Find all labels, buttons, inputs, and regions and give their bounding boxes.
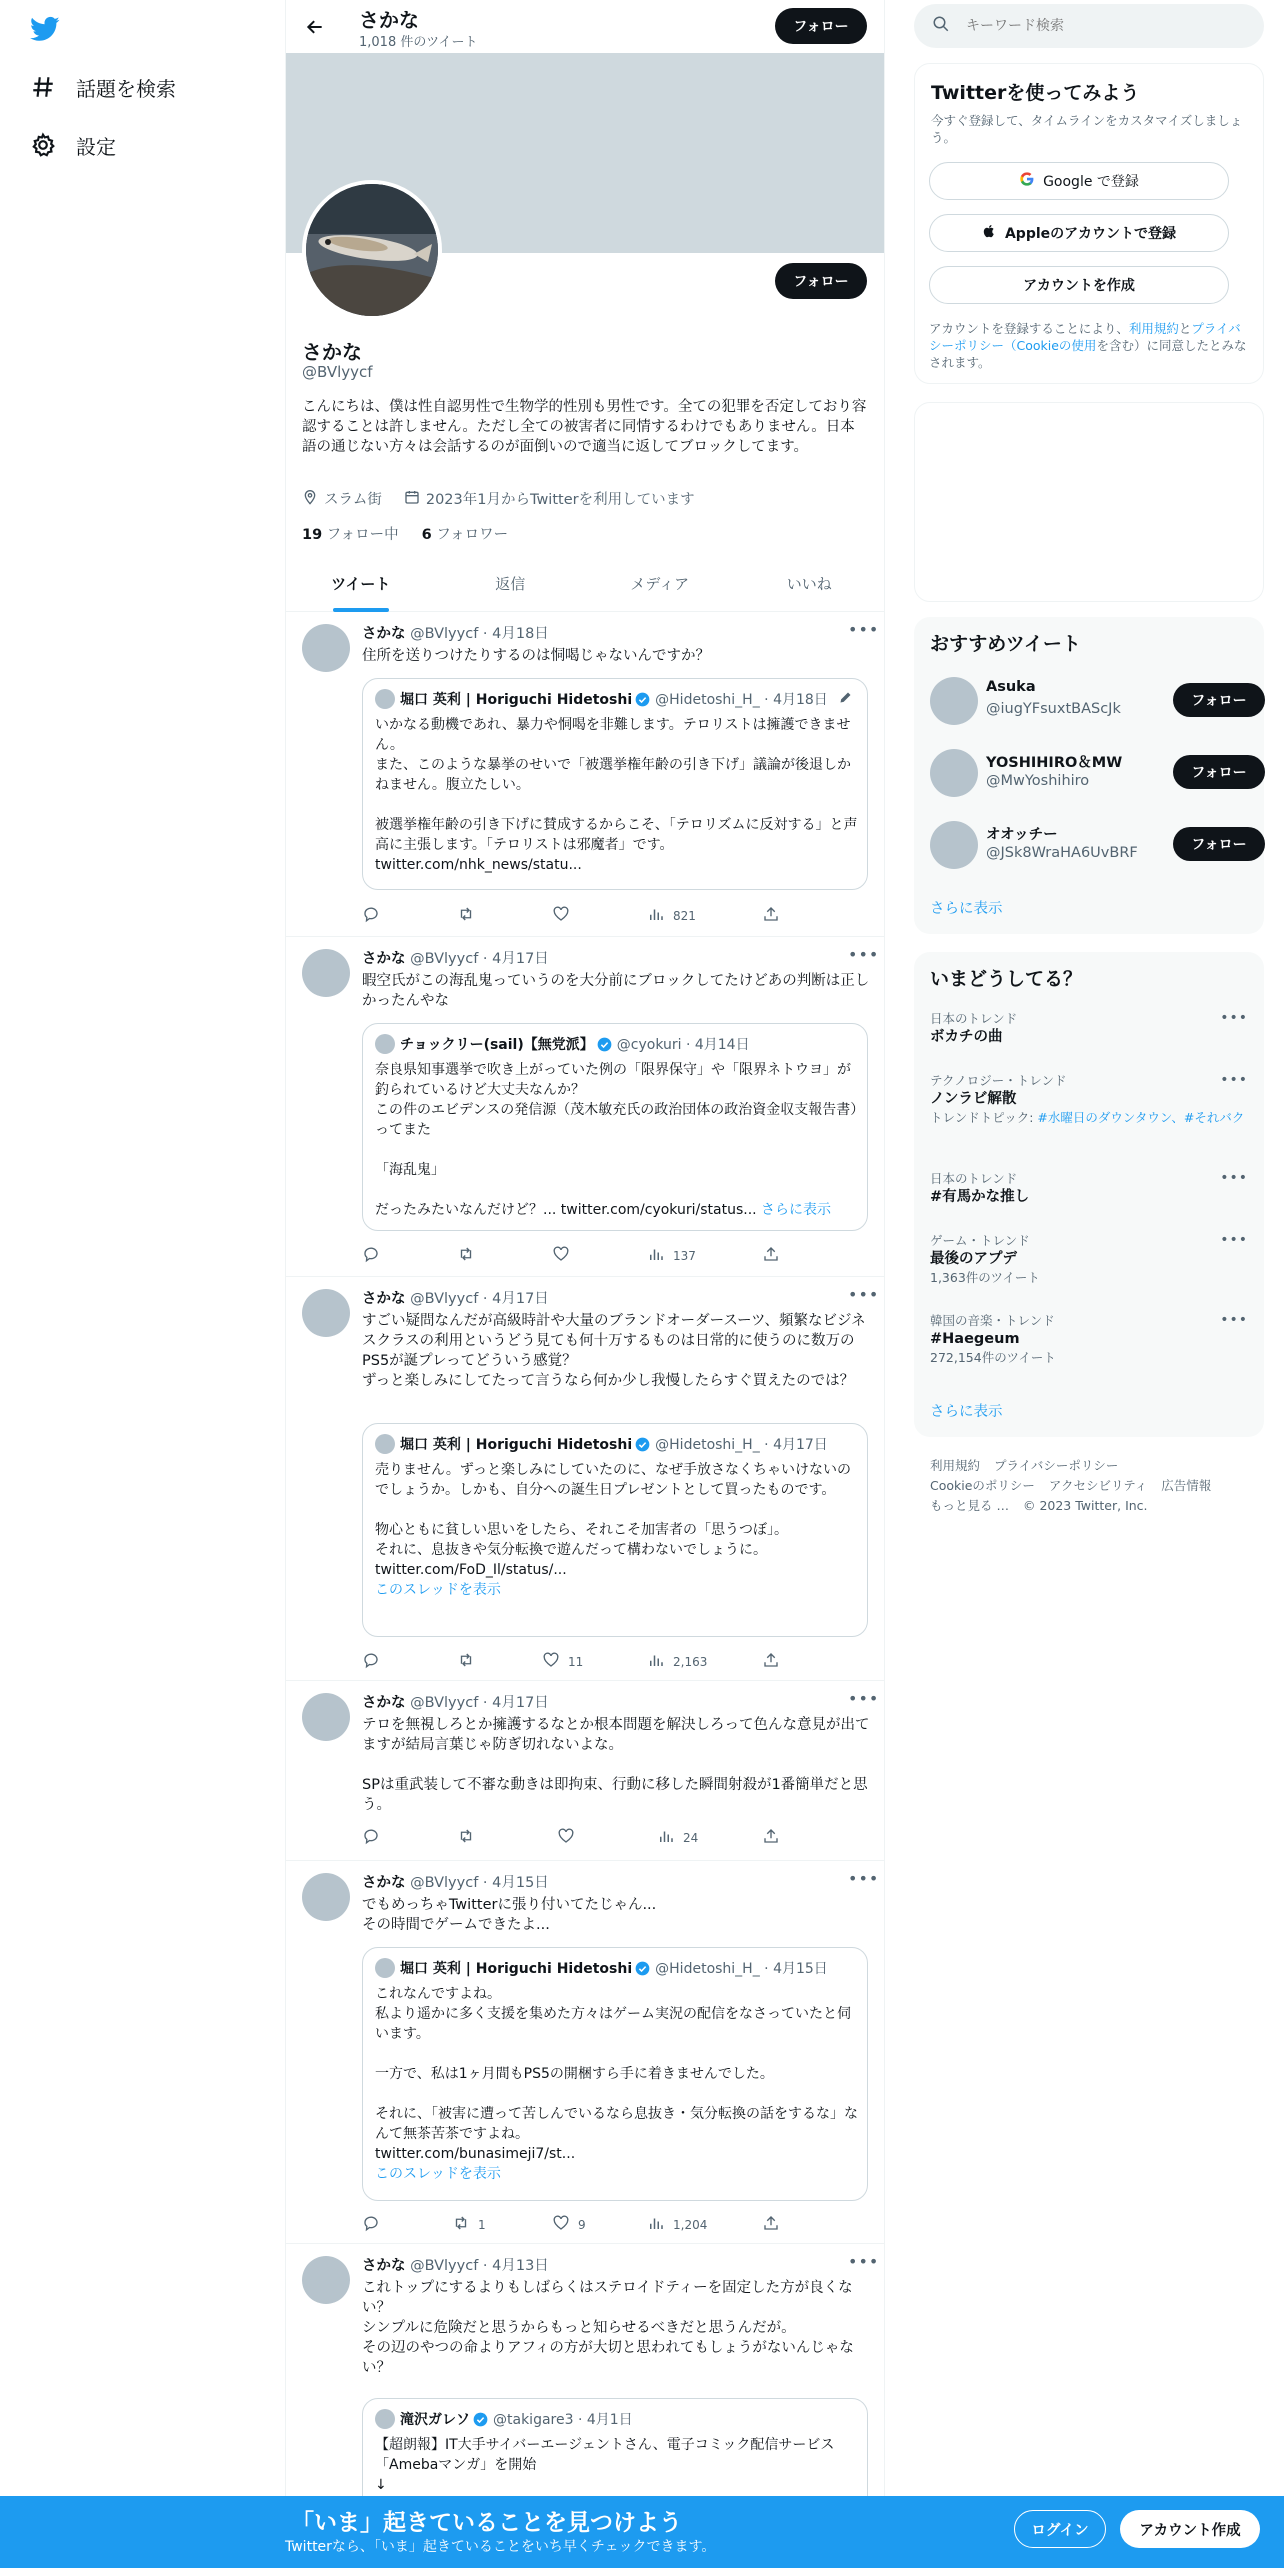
trend-name: ボカチの曲 xyxy=(930,1029,1003,1045)
tab-media[interactable]: メディア xyxy=(630,574,690,593)
share-icon xyxy=(762,905,780,926)
quoted-handle-date: @takigare3 · 4月1日 xyxy=(493,2412,633,2428)
twitter-logo-icon[interactable] xyxy=(28,14,62,44)
tweet-text: すごい疑問なんだが高級時計や大量のブランドオーダースーツ、頻繁なビジネスクラスの利用というどう見ても何十万するものは日常的に使うのに数万のPS5が誕プレってどういう感覚？ ずっと楽しみにしてたって言うなら何か少し我慢したらすぐ買えたのでは？ xyxy=(362,1313,866,1389)
followers-link[interactable] xyxy=(422,527,508,543)
tweet-handle-date[interactable]: @BVlyycf · 4月18日 xyxy=(410,626,549,642)
reply-button[interactable] xyxy=(362,905,388,926)
verified-badge-icon xyxy=(597,1037,612,1052)
verified-badge-icon xyxy=(635,692,650,707)
tweet-author-name[interactable]: さかな xyxy=(362,2258,406,2274)
quoted-tweet-text xyxy=(375,1060,859,1220)
reply-icon xyxy=(362,905,380,926)
trend-item[interactable] xyxy=(930,1312,1248,1366)
tweet-actions xyxy=(362,1245,802,1265)
google-signup-label: Google で登録 xyxy=(1043,174,1139,190)
like-count: 9 xyxy=(578,2217,586,2232)
heart-icon xyxy=(552,1245,570,1266)
tweet[interactable] xyxy=(286,937,884,1277)
privacy-policy-link[interactable]: プライバシーポリシー（Cookieの使用 xyxy=(929,321,1241,353)
signup-subtitle: 今すぐ登録して、タイムラインをカスタマイズしましょう。 xyxy=(931,113,1243,145)
quoted-tweet-text xyxy=(375,1460,859,1600)
reply-icon xyxy=(362,1245,380,1266)
reply-button[interactable] xyxy=(362,1245,388,1266)
views-button[interactable] xyxy=(647,2214,707,2235)
reply-button[interactable] xyxy=(362,2214,388,2235)
quoted-handle-date: @Hidetoshi_H_ · 4月18日 xyxy=(655,692,828,708)
tweet-header xyxy=(362,1871,549,1892)
reply-button[interactable] xyxy=(362,1651,388,1672)
terms-suffix: を含む）に同意したとみなされます。 xyxy=(929,338,1247,370)
quoted-avatar xyxy=(375,2409,395,2429)
tweet-avatar[interactable] xyxy=(302,1873,350,1921)
tweet-text: 住所を送りつけたりするのは恫喝じゃないんですか？ xyxy=(362,648,710,664)
tweet[interactable] xyxy=(286,1277,884,1681)
tweet-header xyxy=(362,2254,549,2275)
tweet[interactable] xyxy=(286,1681,884,1861)
share-icon xyxy=(762,1827,780,1848)
tweet-actions xyxy=(362,2214,802,2234)
more-options-icon[interactable]: ••• xyxy=(1220,1312,1248,1328)
search-input[interactable] xyxy=(964,17,1224,35)
quoted-tweet[interactable] xyxy=(362,1947,868,2201)
trend-item[interactable] xyxy=(930,1072,1248,1126)
tweet-avatar[interactable] xyxy=(302,2256,350,2304)
recommended-handle: @iugYFsuxtBAScJk xyxy=(986,701,1121,717)
show-more-link[interactable]: さらに表示 xyxy=(761,1202,832,1218)
retweet-icon xyxy=(457,1827,475,1848)
reply-button[interactable] xyxy=(362,1827,388,1848)
empty-panel xyxy=(914,402,1264,602)
like-button[interactable] xyxy=(552,905,578,926)
tweet-header xyxy=(362,622,549,643)
views-count: 24 xyxy=(683,1830,699,1845)
views-button[interactable] xyxy=(647,1651,707,1672)
quoted-tweet-header xyxy=(375,1034,750,1054)
main-column xyxy=(285,0,885,2568)
heart-icon xyxy=(542,1651,560,1672)
more-options-icon[interactable]: ••• xyxy=(848,2252,880,2271)
trend-name: 最後のアプデ xyxy=(930,1251,1017,1267)
tweet[interactable] xyxy=(286,1861,884,2244)
recommended-handle: @JSk8WraHA6UvBRF xyxy=(986,845,1138,861)
profile-location: スラム街 xyxy=(324,492,382,508)
show-thread-link[interactable]: このスレッドを表示 xyxy=(375,2166,501,2182)
profile-bio: こんにちは、僕は性自認男性で生物学的性別も男性です。全ての犯罪を否定しており容認することは許しません。ただし全ての被害者に同情するわけでもありません。日本語の通じない方々は会話するのが面倒いので適当に返してブロックしてます。 xyxy=(302,399,867,455)
views-button[interactable] xyxy=(657,1827,698,1848)
show-thread-link[interactable]: このスレッドを表示 xyxy=(375,1582,501,1598)
recommended-title: おすすめツイート xyxy=(930,633,1081,655)
footer-links xyxy=(930,1456,1250,1516)
apple-signup-label: Appleのアカウントで登録 xyxy=(1004,226,1177,242)
quoted-avatar xyxy=(375,1034,395,1054)
apple-signup-button[interactable] xyxy=(929,214,1229,252)
recommended-name[interactable]: YOSHIHIRO＆MW xyxy=(986,755,1123,771)
tweet-author-name[interactable]: さかな xyxy=(362,1695,406,1711)
terms-link[interactable]: 利用規約 xyxy=(1128,321,1179,336)
tweet-actions xyxy=(362,905,802,925)
verified-badge-icon xyxy=(635,1437,650,1452)
retweet-icon xyxy=(452,2214,470,2235)
trend-name: #Haegeum xyxy=(930,1331,1020,1347)
share-icon xyxy=(762,1245,780,1266)
quoted-author-name: 滝沢ガレソ xyxy=(400,2412,470,2428)
recommended-follow-button[interactable]: フォロー xyxy=(1173,755,1265,789)
retweet-count: 1 xyxy=(478,2217,486,2232)
signup-box xyxy=(914,63,1264,384)
apple-icon xyxy=(982,223,997,243)
share-button[interactable] xyxy=(762,1651,780,1672)
tweet-handle-date[interactable]: @BVlyycf · 4月17日 xyxy=(410,951,549,967)
google-signup-button[interactable] xyxy=(929,162,1229,200)
quoted-tweet[interactable] xyxy=(362,678,868,890)
edit-pencil-icon xyxy=(838,690,853,709)
reply-icon xyxy=(362,2214,380,2235)
followers-count: 6 xyxy=(421,527,432,543)
quoted-tweet-text: 【超朗報】IT大手サイバーエージェントさん、電子コミック配信サービス「Amebaマンガ」を開始 ↓ xyxy=(375,2437,835,2493)
heart-icon xyxy=(552,2214,570,2235)
share-icon xyxy=(762,2214,780,2235)
share-button[interactable] xyxy=(762,1827,780,1848)
tweet-handle-date[interactable]: @BVlyycf · 4月17日 xyxy=(410,1291,549,1307)
tweet-text: でもめっちゃTwitterに張り付いてたじゃん... その時間でゲームできたよ... xyxy=(362,1897,657,1933)
quoted-tweet[interactable] xyxy=(362,1023,868,1231)
quoted-author-name: 堀口 英利 | Horiguchi Hidetoshi xyxy=(400,692,633,708)
recommended-user[interactable] xyxy=(930,673,1248,733)
trends-title: いまどうしてる？ xyxy=(930,968,1083,990)
nav-explore-label: 話題を検索 xyxy=(76,76,176,101)
signup-terms xyxy=(929,320,1247,371)
quoted-tweet-header xyxy=(375,1958,828,1978)
profile-tabs xyxy=(286,555,884,612)
bottom-signup-bar xyxy=(0,2496,1284,2568)
footer-accessibility-link[interactable]: アクセシビリティ xyxy=(1048,1478,1148,1493)
like-button[interactable] xyxy=(552,1245,578,1266)
views-chart-icon xyxy=(647,2214,665,2235)
quoted-tweet-text: いかなる動機であれ、暴力や恫喝を非難します。テロリストは擁護できません。 また、このような暴挙のせいで「被選挙権年齢の引き下げ」議論が後退しかねません。腹立たしい。 被選挙権年齢の引き下げに賛成するからこそ、「テロリズムに反対する」と声高に主張します。「テロリストは邪魔者」です。 twitter.com/nhk_news/statu... xyxy=(375,717,858,873)
quoted-tweet-header xyxy=(375,2409,633,2429)
trend-item[interactable] xyxy=(930,1232,1248,1286)
tweet-text: テロを無視しろとか擁護するなとか根本問題を解決しろって色んな意見が出てますが結局言葉じゃ防ぎ切れないよな。 SPは重武装して不審な動きは即拘束、行動に移した瞬間射殺が1番簡単だと思う。 xyxy=(362,1717,870,1813)
footer-ads-link[interactable]: 広告情報 xyxy=(1161,1478,1212,1493)
tweet-handle-date[interactable]: @BVlyycf · 4月13日 xyxy=(410,2258,549,2274)
like-button[interactable] xyxy=(557,1827,583,1848)
more-options-icon[interactable]: ••• xyxy=(1220,1072,1248,1088)
retweet-button[interactable] xyxy=(452,2214,486,2235)
share-button[interactable] xyxy=(762,1245,780,1266)
trend-category: ゲーム・トレンド xyxy=(930,1233,1030,1248)
gear-icon xyxy=(28,130,58,160)
more-options-icon[interactable]: ••• xyxy=(848,1285,880,1304)
trend-category: テクノロジー・トレンド xyxy=(930,1073,1067,1088)
calendar-icon xyxy=(404,489,420,509)
views-count: 821 xyxy=(673,908,696,923)
tab-replies[interactable]: 返信 xyxy=(495,574,526,593)
tweet-text: これトップにするよりもしばらくはステロイドティーを固定した方が良くない？ シンプルに危険だと思うからもっと知らせるべきだと思うんだが。 その辺のやつの命よりアフィの方が大切と思われてもしょうがないんじゃない？ xyxy=(362,2280,854,2376)
footer-privacy-link[interactable]: プライバシーポリシー xyxy=(994,1458,1119,1473)
tweet-avatar[interactable] xyxy=(302,949,350,997)
profile-header-bar xyxy=(286,0,884,53)
profile-handle: @BVlyycf xyxy=(302,363,373,381)
quoted-text-body: 売りません。ずっと楽しみにしていたのに、なぜ手放さなくちゃいけないのでしょうか。しかも、自分への誕生日プレゼントとして買ったものです。 物心ともに貧しい思いをしたら、それこそ加害者の「思うつぼ」。 それに、息抜きや気分転換で遊んだって構わないでしょうに。 twitter.com/FoD_Il/status/... xyxy=(375,1462,851,1578)
tweet-author-name[interactable]: さかな xyxy=(362,1875,406,1891)
quoted-handle-date: @Hidetoshi_H_ · 4月17日 xyxy=(655,1437,828,1453)
recommended-follow-button[interactable]: フォロー xyxy=(1173,827,1265,861)
verified-badge-icon xyxy=(473,2412,488,2427)
trend-topic-links[interactable]: #水曜日のダウンタウン、#それバク xyxy=(1037,1110,1245,1125)
profile-follow-button[interactable]: フォロー xyxy=(775,263,867,299)
more-options-icon[interactable]: ••• xyxy=(848,1869,880,1888)
tweet-avatar[interactable] xyxy=(302,1693,350,1741)
bottom-bar-subtitle: Twitterなら、「いま」起きていることをいち早くチェックできます。 xyxy=(285,2539,716,2555)
views-chart-icon xyxy=(647,905,665,926)
retweet-icon xyxy=(457,1245,475,1266)
recommended-avatar[interactable] xyxy=(930,821,978,869)
footer-copyright: © 2023 Twitter, Inc. xyxy=(1022,1498,1148,1513)
following-count: 19 xyxy=(302,527,323,543)
trends-panel xyxy=(914,952,1264,1437)
more-options-icon[interactable]: ••• xyxy=(848,1689,880,1708)
share-icon xyxy=(762,1651,780,1672)
trend-item[interactable] xyxy=(930,1170,1248,1207)
heart-icon xyxy=(557,1827,575,1848)
footer-cookie-link[interactable]: Cookieのポリシー xyxy=(930,1478,1035,1493)
recommended-user[interactable] xyxy=(930,745,1248,805)
trend-category: 日本のトレンド xyxy=(930,1171,1018,1186)
heart-icon xyxy=(552,905,570,926)
share-button[interactable] xyxy=(762,2214,780,2235)
retweet-icon xyxy=(457,905,475,926)
tweet[interactable] xyxy=(286,2244,884,2504)
header-name: さかな xyxy=(359,8,419,32)
tweet-header xyxy=(362,947,549,968)
quoted-text-body: 奈良県知事選挙で吹き上がっていた例の「限界保守」や「限界ネトウヨ」が釣られているけど大丈夫なんか？ この件のエビデンスの発信源（茂木敏充氏の政治団体の政治資金収支報告書）ってまた 「海乱鬼」 だったみたいなんだけど？... twitter.com/cyokuri/status... xyxy=(375,1062,858,1218)
login-button[interactable]: ログイン xyxy=(1014,2510,1106,2548)
share-button[interactable] xyxy=(762,905,780,926)
quoted-avatar xyxy=(375,1434,395,1454)
profile-meta xyxy=(302,488,695,509)
profile-joined: 2023年1月からTwitterを利用しています xyxy=(425,492,695,508)
more-options-icon[interactable]: ••• xyxy=(848,945,880,964)
recommended-tweets-panel xyxy=(914,617,1264,934)
quoted-author-name: 堀口 英利 | Horiguchi Hidetoshi xyxy=(400,1437,633,1453)
views-count: 137 xyxy=(673,1248,696,1263)
nav-settings[interactable] xyxy=(28,125,116,165)
nav-settings-label: 設定 xyxy=(76,134,116,159)
followers-label: フォロワー xyxy=(436,527,509,543)
more-options-icon[interactable]: ••• xyxy=(848,620,880,639)
profile-follow-stats xyxy=(302,523,508,544)
tweet-actions xyxy=(362,1827,802,1847)
create-account-button[interactable]: アカウントを作成 xyxy=(929,266,1229,304)
quoted-handle-date: @cyokuri · 4月14日 xyxy=(616,1037,750,1053)
recommended-name[interactable]: オオッチー xyxy=(986,827,1058,843)
retweet-button[interactable] xyxy=(457,1651,483,1672)
terms-prefix: アカウントを登録することにより、 xyxy=(929,321,1129,336)
views-chart-icon xyxy=(647,1651,665,1672)
trend-topics xyxy=(930,1109,1248,1126)
more-options-icon[interactable]: ••• xyxy=(1220,1170,1248,1186)
quoted-tweet[interactable] xyxy=(362,1423,868,1637)
footer-terms-link[interactable]: 利用規約 xyxy=(930,1458,981,1473)
tweet-actions xyxy=(362,1651,802,1671)
profile-avatar[interactable] xyxy=(302,180,442,320)
nav-explore[interactable] xyxy=(28,67,176,107)
trend-category: 日本のトレンド xyxy=(930,1011,1018,1026)
header-tweet-count: 1,018 件のツイート xyxy=(359,35,478,50)
quoted-tweet-text xyxy=(375,1984,859,2184)
bottom-bar-title: 「いま」起きていることを見つけよう xyxy=(291,2510,682,2536)
quoted-avatar xyxy=(375,689,395,709)
tweet[interactable] xyxy=(286,612,884,937)
tab-likes[interactable]: いいね xyxy=(786,574,832,593)
tweet-text: 暇空氏がこの海乱鬼っていうのを大分前にブロックしてたけどあの判断は正しかったんやな xyxy=(362,973,870,1009)
views-chart-icon xyxy=(657,1827,675,1848)
views-chart-icon xyxy=(647,1245,665,1266)
tweet-handle-date[interactable]: @BVlyycf · 4月15日 xyxy=(410,1875,549,1891)
signup-button[interactable]: アカウント作成 xyxy=(1120,2510,1260,2548)
views-count: 1,204 xyxy=(673,2217,708,2232)
recommended-handle: @MwYoshihiro xyxy=(986,773,1090,789)
recommended-avatar[interactable] xyxy=(930,749,978,797)
trend-category: 韓国の音楽・トレンド xyxy=(930,1313,1055,1328)
like-button[interactable] xyxy=(542,1651,583,1672)
tweet-handle-date[interactable]: @BVlyycf · 4月17日 xyxy=(410,1695,549,1711)
trend-topics-prefix: トレンドトピック: xyxy=(930,1110,1038,1125)
search-icon xyxy=(932,15,950,37)
views-button[interactable] xyxy=(647,1245,696,1266)
hashtag-icon xyxy=(28,72,58,102)
tweet-author-name[interactable]: さかな xyxy=(362,951,406,967)
profile-name: さかな xyxy=(302,340,362,364)
retweet-icon xyxy=(457,1651,475,1672)
recommended-name[interactable]: Asuka xyxy=(986,679,1036,695)
quoted-tweet-header xyxy=(375,1434,828,1454)
views-button[interactable] xyxy=(647,905,696,926)
tweet-header xyxy=(362,1691,549,1712)
terms-and: と xyxy=(1178,321,1192,336)
tweet-avatar[interactable] xyxy=(302,624,350,672)
tweet-header xyxy=(362,1287,549,1308)
signup-title: Twitterを使ってみよう xyxy=(931,82,1140,104)
trend-name: ノンラビ解散 xyxy=(930,1091,1017,1107)
recommended-follow-button[interactable]: フォロー xyxy=(1173,683,1265,717)
google-icon xyxy=(1019,171,1035,191)
more-options-icon[interactable]: ••• xyxy=(1220,1010,1248,1026)
views-count: 2,163 xyxy=(673,1654,708,1669)
retweet-button[interactable] xyxy=(457,1245,483,1266)
like-count: 11 xyxy=(568,1654,584,1669)
location-icon xyxy=(302,489,318,509)
tweet-author-name[interactable]: さかな xyxy=(362,626,406,642)
recommended-show-more-link[interactable]: さらに表示 xyxy=(930,901,1003,917)
retweet-button[interactable] xyxy=(457,905,483,926)
trend-name: #有馬かな推し xyxy=(930,1189,1030,1205)
tweet-author-name[interactable]: さかな xyxy=(362,1291,406,1307)
following-link[interactable] xyxy=(302,527,399,543)
footer-more-link[interactable]: もっと見る … xyxy=(930,1498,1009,1513)
recommended-user[interactable] xyxy=(930,817,1248,877)
tab-tweets[interactable]: ツイート xyxy=(286,555,436,611)
quoted-author-name: チョックリー(sail)【無党派】 xyxy=(400,1037,594,1053)
like-button[interactable] xyxy=(552,2214,586,2235)
quoted-avatar xyxy=(375,1958,395,1978)
verified-badge-icon xyxy=(635,1961,650,1976)
quoted-handle-date: @Hidetoshi_H_ · 4月15日 xyxy=(655,1961,828,1977)
following-label: フォロー中 xyxy=(326,527,399,543)
quoted-author-name: 堀口 英利 | Horiguchi Hidetoshi xyxy=(400,1961,633,1977)
quoted-text-body: これなんですよね。 私より遥かに多く支援を集めた方々はゲーム実況の配信をなさっていたと伺います。 一方で、私は1ヶ月間もPS5の開梱すら手に着きませんでした。 それに、「被害に遭って苦しんでいるなら息抜き・気分転換の話をするな」なんて無茶苦茶ですよね。 twitter.com/bunasimeji7/st... xyxy=(375,1986,858,2162)
tweet-avatar[interactable] xyxy=(302,1289,350,1337)
search-box[interactable] xyxy=(914,4,1264,48)
trend-item[interactable] xyxy=(930,1010,1248,1047)
recommended-avatar[interactable] xyxy=(930,677,978,725)
quoted-tweet-header xyxy=(375,689,853,709)
reply-icon xyxy=(362,1827,380,1848)
reply-icon xyxy=(362,1651,380,1672)
back-arrow-icon[interactable] xyxy=(300,12,330,42)
more-options-icon[interactable]: ••• xyxy=(1220,1232,1248,1248)
trend-tweet-count: 272,154件のツイート xyxy=(930,1350,1056,1365)
trend-tweet-count: 1,363件のツイート xyxy=(930,1270,1040,1285)
header-follow-button[interactable]: フォロー xyxy=(775,8,867,44)
retweet-button[interactable] xyxy=(457,1827,483,1848)
trends-show-more-link[interactable]: さらに表示 xyxy=(930,1404,1003,1420)
